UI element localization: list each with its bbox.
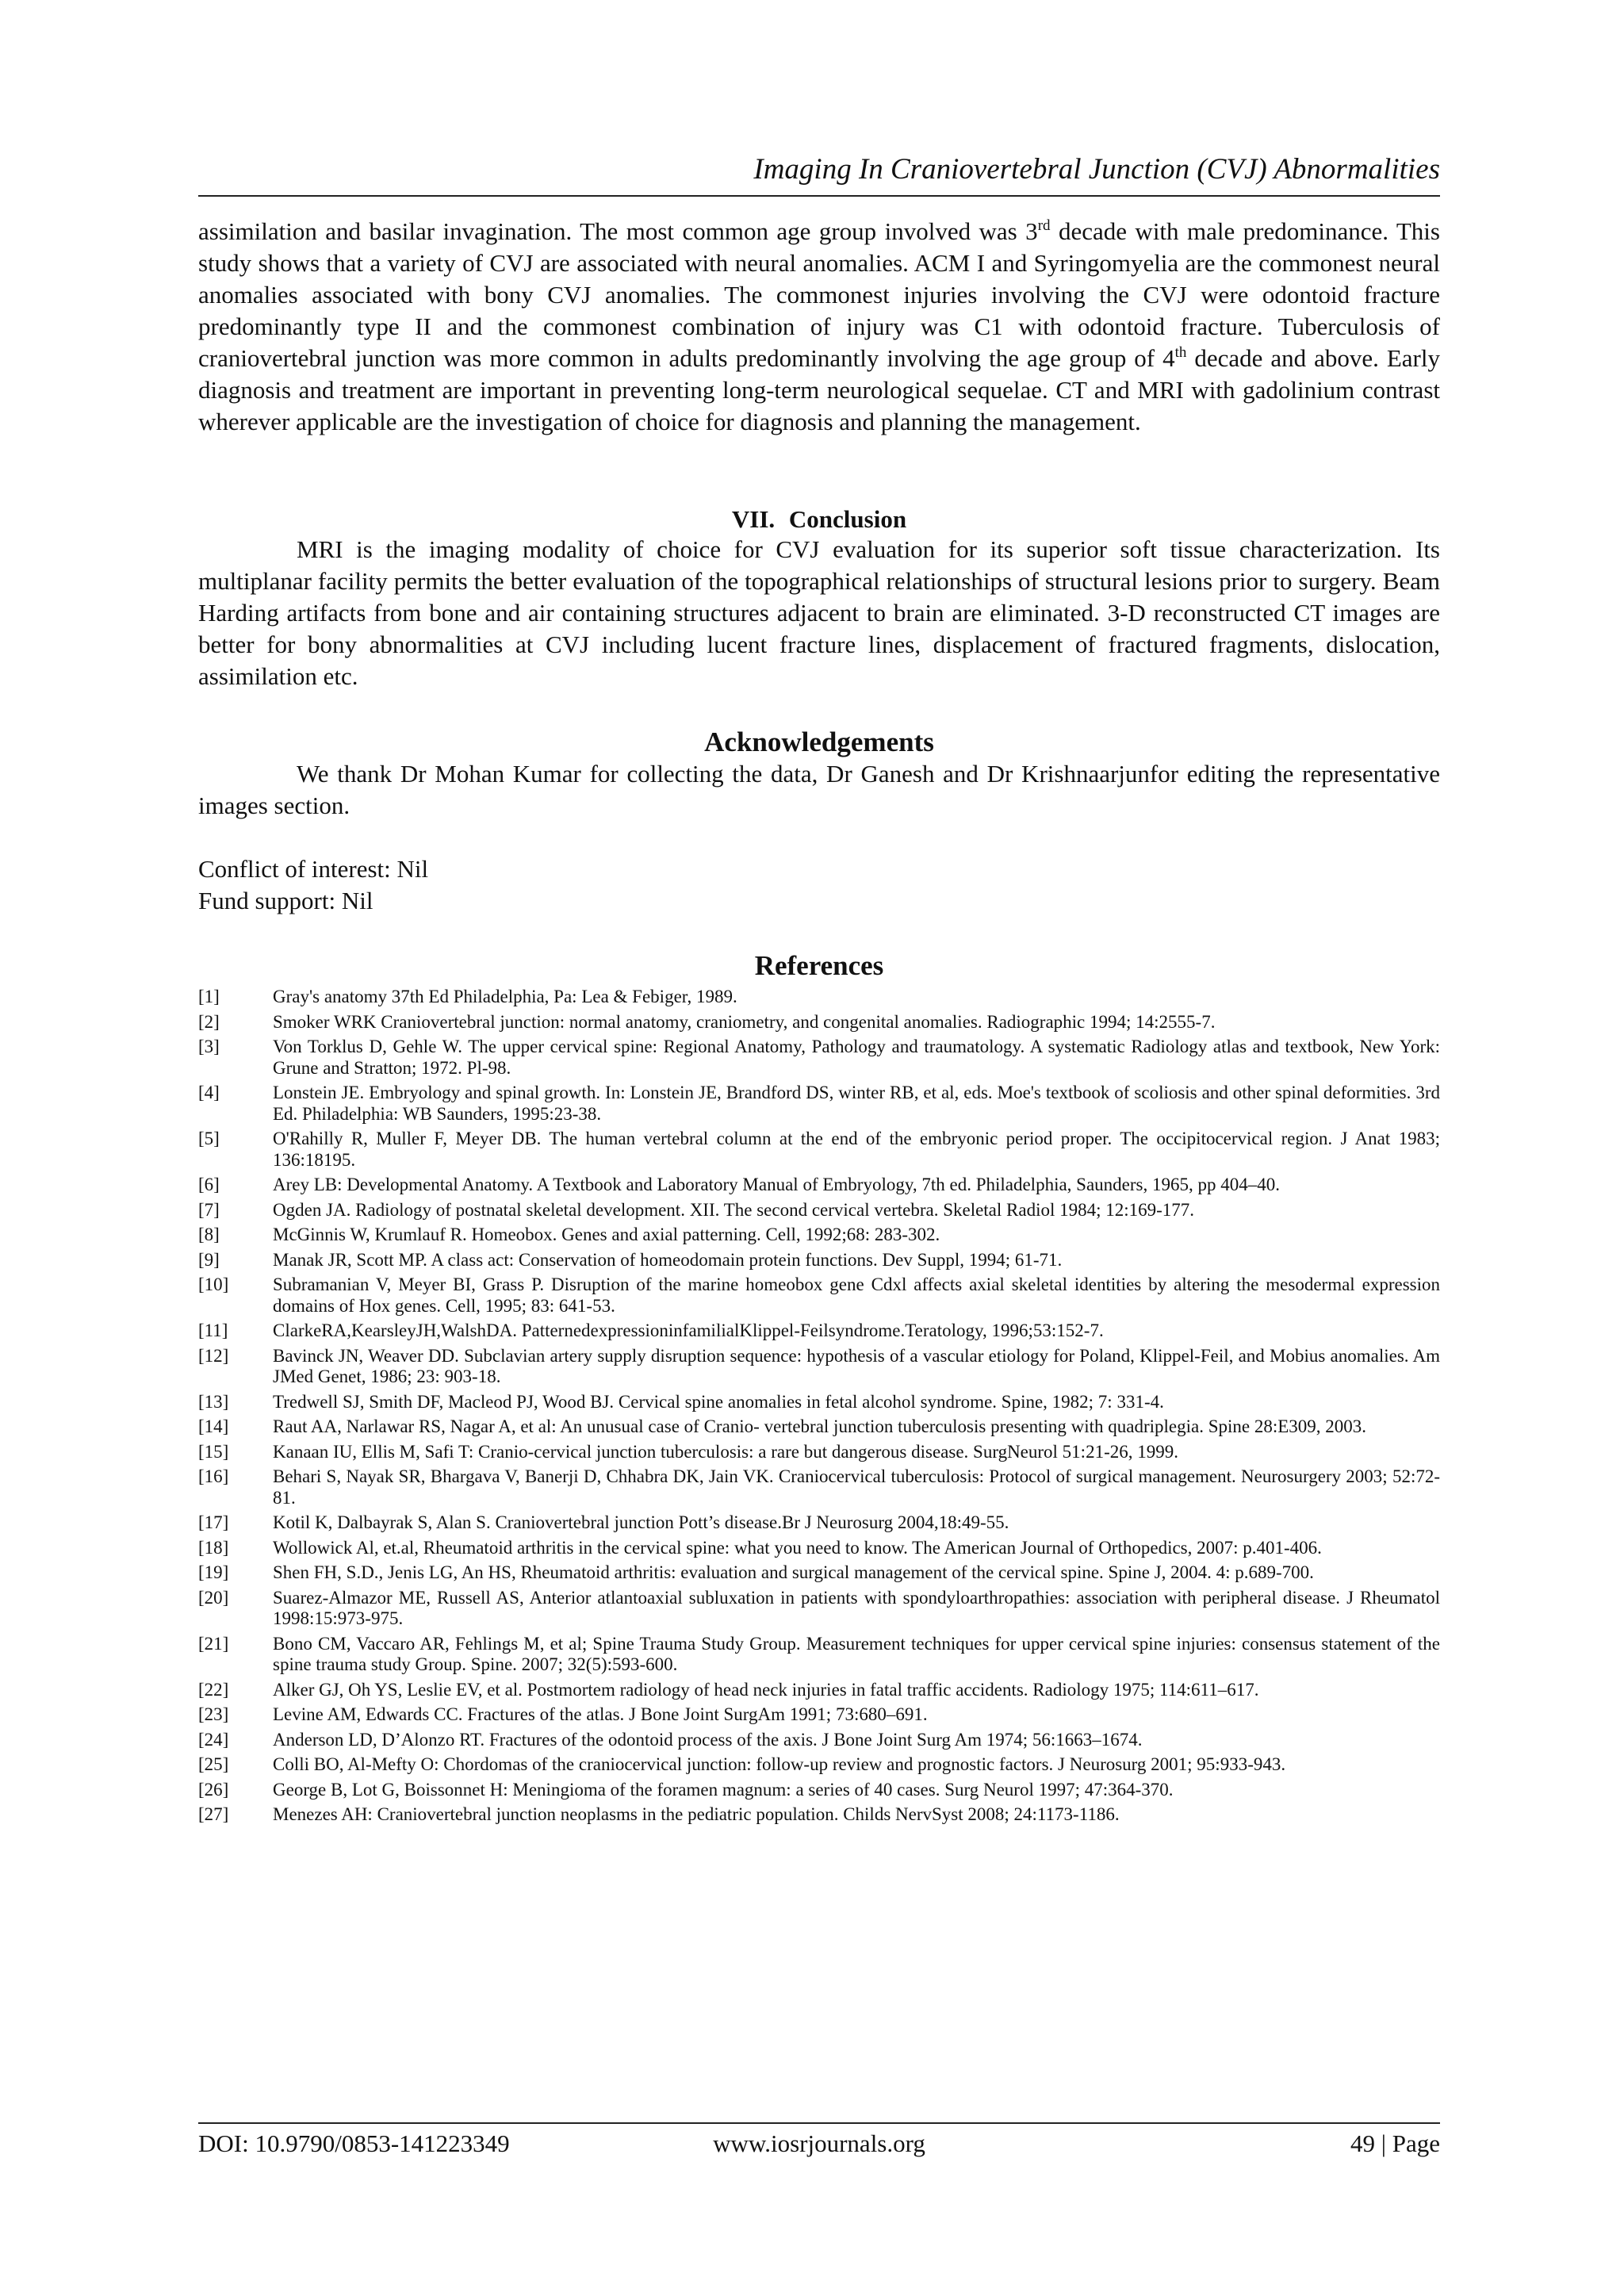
reference-number: [5] [198,1129,220,1148]
reference-item [198,1680,1440,1701]
reference-number: [19] [198,1562,229,1582]
acknowledgements-paragraph [198,758,1440,822]
reference-number: [27] [198,1804,229,1824]
reference-number: [13] [198,1391,229,1412]
reference-number: [4] [198,1083,220,1102]
reference-text: Shen FH, S.D., Jenis LG, An HS, Rheumatoid arthritis: evaluation and surgical management of the cervical spine. Spine J, 2004. 4: p.689-700. [273,1562,1314,1582]
conclusion-text: MRI is the imaging modality of choice for CVJ evaluation for its superior soft tissue characterization. Its multiplanar facility permits the better evaluation of the topographical relationships of structural lesions prior to surgery. Beam Harding artifacts from bone and air containing structures adjacent to brain are eliminated. 3-D reconstructed CT images are better for bony abnormalities at CVJ including lucent fracture lines, displacement of fractured fragments, dislocation, assimilation etc. [198,535,1440,690]
reference-number: [14] [198,1416,229,1436]
reference-number: [11] [198,1320,228,1340]
references-heading: References [754,950,884,981]
reference-item [198,1037,1440,1079]
reference-text: Tredwell SJ, Smith DF, Macleod PJ, Wood BJ. Cervical spine anomalies in fetal alcohol syndrome. Spine, 1982; 7: 331-4. [273,1391,1164,1412]
reference-text: Behari S, Nayak SR, Bhargava V, Banerji D, Chhabra DK, Jain VK. Craniocervical tuberculosis: Protocol of surgical management. Neurosurgery 2003; 52:72-81. [273,1466,1440,1508]
reference-item [198,1250,1440,1271]
page-number: 49 | Page [1350,2129,1440,2157]
reference-item [198,1730,1440,1751]
reference-item [198,1012,1440,1033]
reference-text: Smoker WRK Craniovertebral junction: normal anatomy, craniometry, and congenital anomalies. Radiographic 1994; 14:2555-7. [273,1011,1216,1032]
reference-item [198,1320,1440,1342]
reference-item [198,1083,1440,1125]
ordinal-th: th [1174,344,1187,361]
reference-item [198,1346,1440,1388]
reference-number: [25] [198,1754,229,1774]
reference-item [198,1754,1440,1776]
intro-text-part2: decade with male predominance. This study shows that a variety of CVJ are associated with neural anomalies. ACM I and Syringomyelia are the commonest neural anomalies associated with bony CVJ anomalies. The commonest injuries involving the CVJ were odontoid fracture predominantly type II and the commonest combination of injury was C1 with odontoid fracture. Tuberculosis of craniovertebral junction was more common in adults predominantly involving the age group of 4 [198,217,1440,372]
reference-item [198,1634,1440,1676]
reference-number: [18] [198,1537,229,1558]
paper-page [198,0,1440,2296]
discussion-paragraph [198,216,1440,438]
reference-text: Gray's anatomy 37th Ed Philadelphia, Pa: Lea & Febiger, 1989. [273,987,737,1006]
reference-item [198,987,1440,1008]
reference-number: [3] [198,1037,220,1056]
reference-number: [8] [198,1225,220,1244]
reference-text: McGinnis W, Krumlauf R. Homeobox. Genes and axial patterning. Cell, 1992;68: 283-302. [273,1225,940,1244]
reference-text: Von Torklus D, Gehle W. The upper cervical spine: Regional Anatomy, Pathology and traumatology. A systematic Radiology atlas and textbook, New York: Grune and Stratton; 1972. Pl-98. [273,1037,1440,1078]
section-title: Conclusion [788,505,907,533]
reference-item [198,1804,1440,1826]
reference-item [198,1225,1440,1246]
reference-item [198,1562,1440,1584]
reference-number: [20] [198,1587,229,1608]
reference-item [198,1512,1440,1534]
reference-item [198,1442,1440,1463]
reference-text: George B, Lot G, Boissonnet H: Meningioma of the foramen magnum: a series of 40 cases. Surg Neurol 1997; 47:364-370. [273,1779,1174,1800]
reference-text: Anderson LD, D’Alonzo RT. Fractures of the odontoid process of the axis. J Bone Joint Surg Am 1974; 56:1663–1674. [273,1729,1143,1750]
reference-number: [9] [198,1249,220,1270]
reference-item [198,1274,1440,1317]
reference-item [198,1780,1440,1801]
reference-item [198,1129,1440,1171]
reference-number: [22] [198,1679,229,1700]
reference-number: [12] [198,1345,229,1366]
running-header: Imaging In Craniovertebral Junction (CVJ) Abnormalities [753,153,1440,186]
reference-number: [10] [198,1274,229,1294]
conclusion-paragraph [198,534,1440,692]
reference-number: [6] [198,1175,220,1194]
acknowledgements-heading: Acknowledgements [704,726,934,757]
reference-text: Subramanian V, Meyer BI, Grass P. Disruption of the marine homeobox gene Cdxl affects axial skeletal identities by altering the mesodermal expression domains of Hox genes. Cell, 1995; 83: 641-53. [273,1274,1440,1316]
reference-text: Lonstein JE. Embryology and spinal growth. In: Lonstein JE, Brandford DS, winter RB, et al, eds. Moe's textbook of scoliosis and other spinal deformities. 3rd Ed. Philadelphia: WB Saunders, 1995:23-38. [273,1083,1440,1124]
intro-text-part1: assimilation and basilar invagination. The most common age group involved was 3 [198,217,1038,245]
reference-text: Menezes AH: Craniovertebral junction neoplasms in the pediatric population. Childs NervSyst 2008; 24:1173-1186. [273,1804,1120,1824]
reference-item [198,1416,1440,1438]
conflict-of-interest: Conflict of interest: Nil [198,855,429,883]
doi-text: DOI: 10.9790/0853-141223349 [198,2129,510,2157]
journal-website: www.iosrjournals.org [713,2129,925,2157]
acknowledgements-text: We thank Dr Mohan Kumar for collecting the data, Dr Ganesh and Dr Krishnaarjunfor editing the representative images section. [198,760,1440,819]
reference-number: [26] [198,1779,229,1800]
reference-text: Arey LB: Developmental Anatomy. A Textbook and Laboratory Manual of Embryology, 7th ed. Philadelphia, Saunders, 1965, pp 404–40. [273,1175,1280,1194]
footer-divider [198,2122,1440,2124]
reference-text: Kanaan IU, Ellis M, Safi T: Cranio-cervical junction tuberculosis: a rare but dangerous disease. SurgNeurol 51:21-26, 1999. [273,1441,1178,1462]
fund-support: Fund support: Nil [198,887,373,914]
header-divider [198,195,1440,197]
reference-number: [21] [198,1633,229,1654]
declarations [198,853,1440,917]
reference-text: Raut AA, Narlawar RS, Nagar A, et al: An unusual case of Cranio- vertebral junction tuberculosis presenting with quadriplegia. Spine 28:E309, 2003. [273,1416,1367,1436]
reference-number: [15] [198,1441,229,1462]
reference-number: [24] [198,1729,229,1750]
references-list [198,987,1440,1830]
reference-number: [16] [198,1466,229,1486]
reference-text: Bavinck JN, Weaver DD. Subclavian artery supply disruption sequence: hypothesis of a vascular etiology for Poland, Klippel-Feil, and Mobius anomalies. Am JMed Genet, 1986; 23: 903-18. [273,1345,1440,1386]
reference-text: ClarkeRA,KearsleyJH,WalshDA. PatternedexpressioninfamilialKlippel-Feilsyndrome.Teratology, 1996;53:152-7. [273,1320,1104,1340]
reference-text: Wollowick Al, et.al, Rheumatoid arthritis in the cervical spine: what you need to know. The American Journal of Orthopedics, 2007: p.401-406. [273,1537,1322,1558]
reference-text: Levine AM, Edwards CC. Fractures of the atlas. J Bone Joint SurgAm 1991; 73:680–691. [273,1704,928,1724]
conclusion-heading [198,504,1440,535]
reference-item [198,1200,1440,1221]
reference-text: O'Rahilly R, Muller F, Meyer DB. The human vertebral column at the end of the embryonic period proper. The occipitocervical region. J Anat 1983; 136:18195. [273,1129,1440,1170]
reference-number: [23] [198,1704,229,1724]
reference-text: Ogden JA. Radiology of postnatal skeletal development. XII. The second cervical vertebra. Skeletal Radiol 1984; 12:169-177. [273,1199,1195,1220]
reference-item [198,1175,1440,1196]
reference-text: Suarez-Almazor ME, Russell AS, Anterior atlantoaxial subluxation in patients with spondyloarthropathies: association with peripheral disease. J Rheumatol 1998:15:973-975. [273,1587,1440,1628]
section-number: VII. [731,505,776,533]
reference-number: [1] [198,987,220,1006]
reference-text: Manak JR, Scott MP. A class act: Conservation of homeodomain protein functions. Dev Suppl, 1994; 61-71. [273,1249,1063,1270]
reference-text: Bono CM, Vaccaro AR, Fehlings M, et al; Spine Trauma Study Group. Measurement techniques for upper cervical spine injuries: consensus statement of the spine trauma study Group. Spine. 2007; 32(5):593-600. [273,1633,1440,1674]
intro-text-part3: decade and above. Early diagnosis and treatment are important in preventing long-term neurological sequelae. CT and MRI with gadolinium contrast wherever applicable are the investigation of choice for diagnosis and planning the management. [198,344,1440,435]
reference-item [198,1538,1440,1559]
reference-item [198,1392,1440,1413]
reference-number: [2] [198,1011,220,1032]
reference-number: [7] [198,1199,220,1220]
reference-item [198,1466,1440,1508]
reference-text: Colli BO, Al-Mefty O: Chordomas of the craniocervical junction: follow-up review and prognostic factors. J Neurosurg 2001; 95:933-943. [273,1754,1286,1774]
reference-item [198,1704,1440,1726]
ordinal-rd: rd [1037,217,1051,234]
reference-text: Alker GJ, Oh YS, Leslie EV, et al. Postmortem radiology of head neck injuries in fatal traffic accidents. Radiology 1975; 114:611–617. [273,1679,1259,1700]
reference-text: Kotil K, Dalbayrak S, Alan S. Craniovertebral junction Pott’s disease.Br J Neurosurg 2004,18:49-55. [273,1512,1009,1532]
reference-number: [17] [198,1512,229,1532]
reference-item [198,1588,1440,1630]
